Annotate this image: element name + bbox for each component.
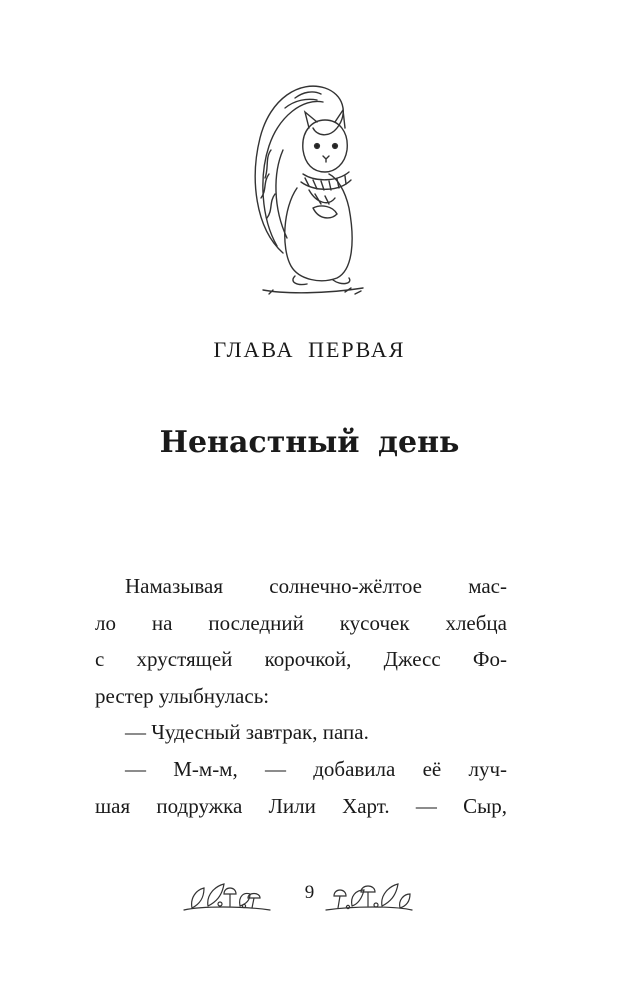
page-number: 9 — [304, 882, 315, 903]
text-line: Намазывая солнечно-жёлтое мас- — [125, 574, 507, 598]
squirrel-sketch-icon — [225, 58, 375, 308]
chapter-label: ГЛАВА ПЕРВАЯ — [213, 337, 406, 362]
body-text — [95, 568, 507, 824]
leaf-and-mushroom-ornament-icon — [324, 872, 414, 916]
text-line: ло на последний кусочек хлебца — [95, 610, 507, 635]
page-footer — [0, 872, 619, 922]
text-line: — Чудесный завтрак, папа. — [125, 720, 369, 745]
text-line: — М-м-м, — добавила её луч- — [125, 756, 507, 781]
text-line: рестер улыбнулась: — [95, 683, 270, 708]
chapter-title: Ненастный день — [159, 425, 460, 460]
text-line: шая подружка Лили Харт. — Сыр, — [95, 793, 507, 818]
text-line: с хрустящей корочкой, Джесс Фо- — [95, 647, 507, 672]
